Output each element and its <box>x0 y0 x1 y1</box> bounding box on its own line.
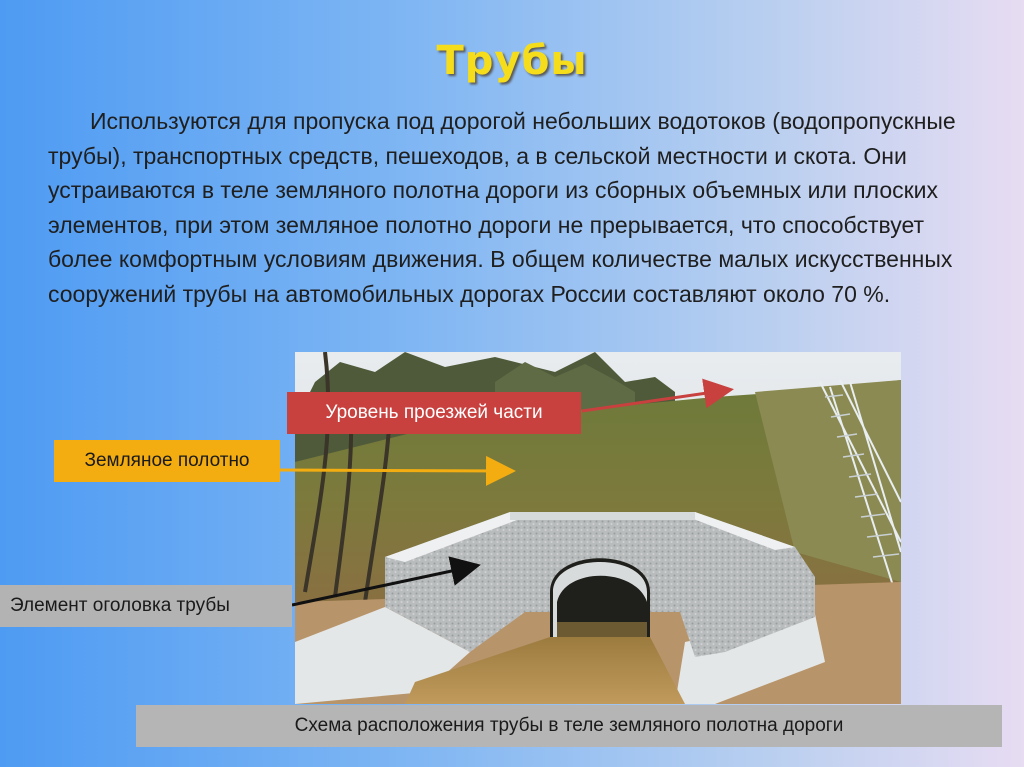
pipe-head-label: Элемент оголовка трубы <box>0 585 292 627</box>
slide-body-text: Используются для пропуска под дорогой небольших водотоков (водопропускные трубы), транспортных средств, пешеходов, а в сельской местности и скота. Они устраиваются в теле земляного полотна дороги из сборных объемных или плоских элементов, при этом земляное полотно дороги не прерывается, что способствует более комфортным условиям движения. В общем количестве малых искусственных сооружений трубы на автомобильных дорогах России составляют около 70 %. <box>48 108 956 307</box>
road-level-label: Уровень проезжей части <box>287 392 581 434</box>
slide-title: Трубы <box>436 38 588 84</box>
embankment-label: Земляное полотно <box>54 440 280 482</box>
photo-caption: Схема расположения трубы в теле земляного полотна дороги <box>136 705 1002 747</box>
